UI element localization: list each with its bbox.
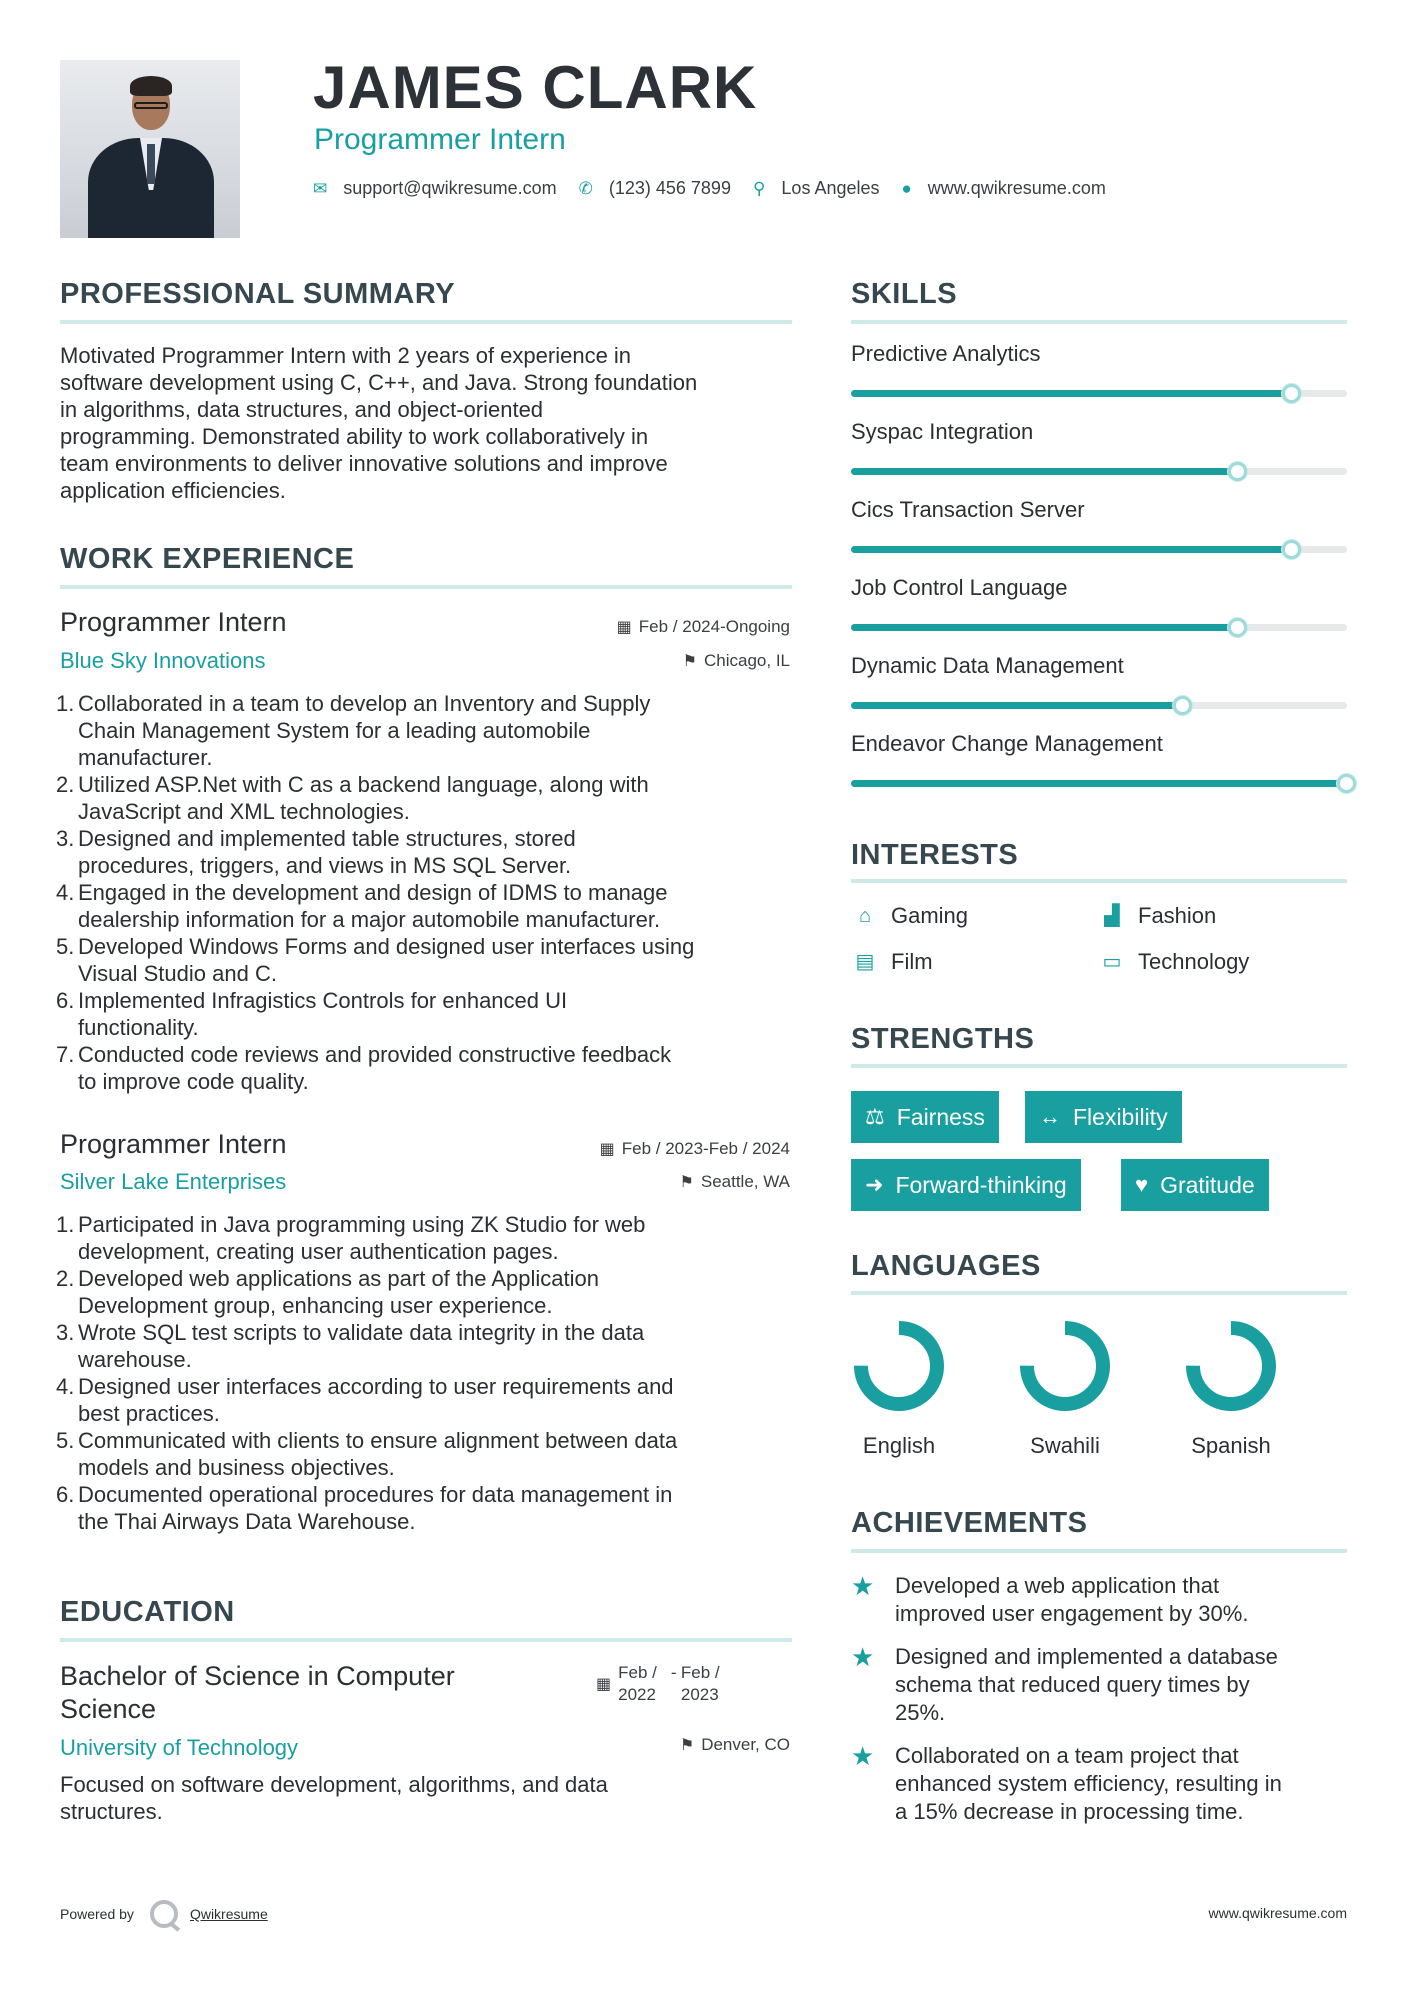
achievements-divider: [851, 1549, 1347, 1553]
education-heading: EDUCATION: [60, 1596, 235, 1628]
job-company[interactable]: Blue Sky Innovations: [60, 648, 266, 673]
language-name: Spanish: [1191, 1433, 1271, 1458]
skill-bar-fill: [851, 468, 1238, 475]
skill-level-knob: [1337, 774, 1356, 793]
education-description: Focused on software development, algorithms, and data structures.: [60, 1772, 608, 1824]
language-item: [1005, 1318, 1125, 1460]
job-date-text: Feb / 2023-Feb / 2024: [621, 1139, 790, 1158]
language-item: [1171, 1318, 1291, 1460]
list-item: Conducted code reviews and provided constructive feedback to improve code quality.: [78, 1042, 672, 1094]
skill-bar: [851, 390, 1347, 397]
strength-badge-fairness: ⚖ Fairness: [851, 1091, 999, 1143]
balance-scale-icon: ⚖: [865, 1104, 885, 1129]
map-pin-icon: ⚲: [752, 178, 766, 198]
skill-name: Syspac Integration: [851, 419, 1034, 444]
skill-bar-fill: [851, 780, 1347, 787]
skills-heading: SKILLS: [851, 278, 958, 310]
strengths-heading: STRENGTHS: [851, 1023, 1035, 1055]
list-item: Designed and implemented table structures, stored procedures, triggers, and views in MS SQL Server.: [78, 826, 576, 878]
list-item: Developed Windows Forms and designed user interfaces using Visual Studio and C.: [78, 934, 695, 986]
summary-line: programming. Demonstrated ability to work collaboratively in: [60, 424, 649, 449]
strength-badge-forward-thinking: ➜ Forward-thinking: [851, 1159, 1081, 1211]
interest-item-technology: ▭ Technology: [1098, 948, 1249, 976]
job-location-text: Chicago, IL: [704, 651, 790, 670]
calendar-icon: ▦: [599, 1141, 615, 1158]
star-icon: ★: [851, 1741, 875, 1771]
list-item: Engaged in the development and design of IDMS to manage dealership information for a major automobile manufacturer.: [78, 880, 668, 932]
skills-divider: [851, 320, 1347, 324]
shopping-bag-icon: ▟: [1104, 905, 1120, 927]
gamepad-icon: ⌂: [858, 905, 872, 927]
arrows-horizontal-icon: ↔: [1039, 1104, 1061, 1129]
profile-photo: [60, 60, 240, 238]
skill-level-knob: [1228, 618, 1247, 637]
summary-divider: [60, 320, 792, 324]
calendar-icon: ▦: [596, 1676, 612, 1693]
job-company[interactable]: Silver Lake Enterprises: [60, 1169, 287, 1194]
education-end: - Feb / 2023: [670, 1663, 720, 1704]
language-name: English: [862, 1433, 936, 1458]
candidate-role: Programmer Intern: [314, 123, 566, 156]
skill-level-knob: [1282, 540, 1301, 559]
contact-bar: [313, 178, 1128, 199]
skill-level-knob: [1282, 384, 1301, 403]
heart-icon: ♥: [1135, 1172, 1149, 1197]
calendar-icon: ▦: [616, 619, 632, 636]
job-responsibilities: [60, 690, 810, 1095]
list-item: Designed user interfaces according to user requirements and best practices.: [78, 1374, 674, 1426]
list-item: Participated in Java programming using ZK Studio for web development, creating user authentication pages.: [78, 1212, 646, 1264]
skill-bar-fill: [851, 702, 1183, 709]
footer-website[interactable]: www.qwikresume.com: [1208, 1905, 1347, 1921]
list-item: Communicated with clients to ensure alignment between data models and business objectives.: [78, 1428, 678, 1480]
strength-badge-flexibility: ↔ Flexibility: [1025, 1091, 1182, 1143]
summary-text: [60, 342, 800, 504]
laptop-icon: ▭: [1102, 951, 1122, 973]
globe-icon: ●: [901, 178, 912, 198]
job-title: Programmer Intern: [60, 607, 287, 637]
work-divider: [60, 585, 792, 589]
summary-line: team environments to deliver innovative solutions and improve: [60, 451, 668, 476]
summary-line: software development using C, C++, and Java. Strong foundation: [60, 370, 698, 395]
star-icon: ★: [851, 1642, 875, 1672]
pushpin-icon: ⚑: [679, 1737, 695, 1754]
language-name: Swahili: [1030, 1433, 1100, 1458]
film-icon: ▤: [855, 951, 875, 973]
degree-line: Bachelor of Science in Computer: [60, 1661, 455, 1691]
education-location-text: Denver, CO: [701, 1735, 790, 1754]
phone-icon: ✆: [578, 178, 593, 198]
language-ring: [851, 1318, 947, 1414]
skill-name: Job Control Language: [851, 575, 1068, 600]
skill-bar: [851, 468, 1347, 475]
list-item: Collaborated in a team to develop an Inventory and Supply Chain Management System for a leading automobile manufacturer.: [78, 691, 651, 770]
contact-location: Los Angeles: [781, 178, 880, 198]
list-item: Utilized ASP.Net with C as a backend language, along with JavaScript and XML technologies.: [78, 772, 649, 824]
interest-item-gaming: ⌂ Gaming: [851, 902, 968, 930]
job-location: [683, 650, 790, 673]
job-title: Programmer Intern: [60, 1129, 287, 1159]
contact-email[interactable]: support@qwikresume.com: [343, 178, 557, 198]
language-level-arc: [861, 1328, 937, 1404]
footer-powered-by: [60, 1900, 268, 1928]
contact-phone[interactable]: (123) 456 7899: [608, 178, 731, 198]
pushpin-icon: ⚑: [679, 1174, 694, 1191]
list-item: Implemented Infragistics Controls for enhanced UI functionality.: [78, 988, 568, 1040]
skill-bar-fill: [851, 390, 1292, 397]
powered-by-text: Powered by: [60, 1906, 134, 1922]
list-item: Developed web applications as part of the Application Development group, enhancing user experience.: [78, 1266, 600, 1318]
job-date-text: Feb / 2024-Ongoing: [638, 617, 790, 636]
language-level-arc: [1027, 1328, 1103, 1404]
interests-divider: [851, 879, 1347, 883]
language-item: [839, 1318, 959, 1460]
achievement-item: ★ Collaborated on a team project that enhanced system efficiency, resulting in a 15% decrease in processing time.: [851, 1741, 1282, 1824]
qwikresume-logo-icon: [150, 1900, 178, 1928]
skill-bar: [851, 546, 1347, 553]
education-start: Feb / 2022: [618, 1663, 657, 1704]
achievement-item: ★ Designed and implemented a database schema that reduced query times by 25%.: [851, 1642, 1278, 1725]
arrow-right-icon: ➜: [865, 1172, 884, 1197]
achievements-heading: ACHIEVEMENTS: [851, 1507, 1088, 1539]
languages-divider: [851, 1291, 1347, 1295]
envelope-icon: ✉: [313, 178, 328, 198]
skill-name: Predictive Analytics: [851, 341, 1041, 366]
summary-line: application efficiencies.: [60, 478, 286, 503]
summary-line: Motivated Programmer Intern with 2 years of experience in: [60, 343, 632, 368]
education-location: [680, 1734, 790, 1757]
interests-heading: INTERESTS: [851, 839, 1019, 871]
skill-bar: [851, 780, 1347, 787]
job-responsibilities: [60, 1211, 810, 1535]
work-heading: WORK EXPERIENCE: [60, 543, 355, 575]
languages-heading: LANGUAGES: [851, 1250, 1041, 1282]
job-date: [617, 616, 790, 639]
degree-line: Science: [60, 1694, 157, 1724]
qwikresume-link[interactable]: Qwikresume: [189, 1906, 268, 1922]
summary-heading: PROFESSIONAL SUMMARY: [60, 278, 456, 310]
pushpin-icon: ⚑: [682, 653, 697, 670]
skill-name: Endeavor Change Management: [851, 731, 1163, 756]
job-location-text: Seattle, WA: [700, 1172, 790, 1191]
candidate-name: JAMES CLARK: [313, 54, 758, 121]
school-name[interactable]: University of Technology: [60, 1735, 299, 1760]
skill-level-knob: [1173, 696, 1192, 715]
contact-website[interactable]: www.qwikresume.com: [927, 178, 1106, 198]
achievement-item: ★ Developed a web application that improved user engagement by 30%.: [851, 1571, 1249, 1626]
skill-bar-fill: [851, 546, 1292, 553]
strength-badge-gratitude: ♥ Gratitude: [1121, 1159, 1269, 1211]
education-dates: [596, 1662, 720, 1706]
degree-title: [60, 1660, 455, 1726]
skill-bar: [851, 702, 1347, 709]
strengths-divider: [851, 1064, 1347, 1068]
summary-line: in algorithms, data structures, and object-oriented: [60, 397, 544, 422]
skill-name: Dynamic Data Management: [851, 653, 1124, 678]
language-ring: [1017, 1318, 1113, 1414]
job-location: [680, 1171, 790, 1194]
skill-bar: [851, 624, 1347, 631]
skill-level-knob: [1228, 462, 1247, 481]
language-ring: [1183, 1318, 1279, 1414]
interest-item-film: ▤ Film: [851, 948, 933, 976]
language-level-arc: [1193, 1328, 1269, 1404]
star-icon: ★: [851, 1571, 875, 1601]
interest-item-fashion: ▟ Fashion: [1098, 902, 1216, 930]
skill-name: Cics Transaction Server: [851, 497, 1085, 522]
list-item: Documented operational procedures for data management in the Thai Airways Data Warehouse.: [78, 1482, 673, 1534]
job-date: [600, 1138, 790, 1161]
education-divider: [60, 1638, 792, 1642]
skill-bar-fill: [851, 624, 1238, 631]
list-item: Wrote SQL test scripts to validate data integrity in the data warehouse.: [78, 1320, 645, 1372]
